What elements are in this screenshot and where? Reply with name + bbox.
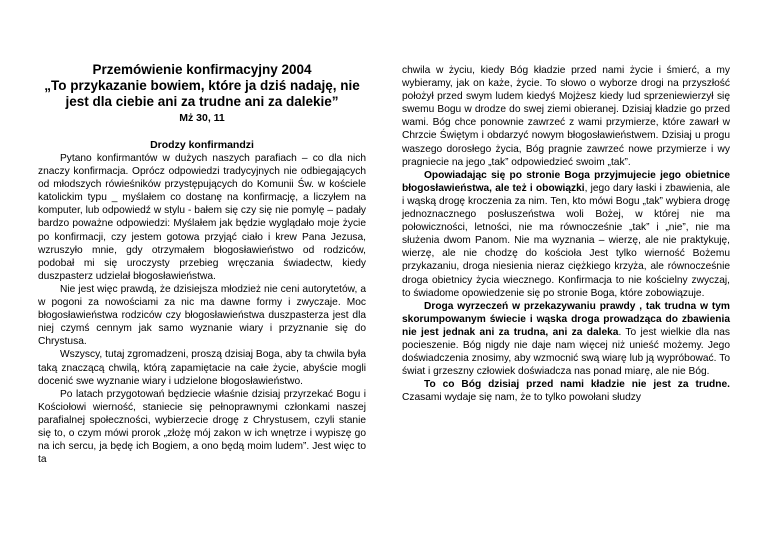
paragraph [402,300,730,379]
paragraph-text: . To jest wielkie dla nas pocieszenie. Bóg nigdy nie daje nam więcej niż unieść możemy. Jego doświadczenia znosimy, aby wzmocnić swą wiarę lub ją wypróbować. To świat i grzeszny człowiek doświadcza nas ponad miarę, ale nie Bóg. [402,326,730,378]
title-line: Przemówienie konfirmacyjny 2004 [92,62,312,77]
right-column [402,64,730,404]
paragraph-text: Czasami wydaje się nam, że to tylko powołani słudzy [402,392,641,404]
salutation: Drodzy konfirmandzi [150,139,254,151]
bible-reference: Mż 30, 11 [179,112,225,124]
emphasis-text: To co Bóg dzisiaj przed nami kładzie nie jest za trudne. [424,379,730,391]
paragraph-text: , jego dary łaski i zbawienia, ale i wąską drogę kroczenia za nim. Ten, kto mówi Bogu „tak” wybiera drogę jednoznacznego posłuszeństwa woli Bożej, w której nie ma połowiczności, letności, nie ma równocześnie „tak” i „nie”, nie ma służenia dwom Panom. Nie ma wyznania – wierzę, ale nie praktykuję, wierzę, ale nie chodzę do kościoła Jest tylko wierność Bożemu przykazaniu, droga niesienia nieraz ciężkiego krzyża, ale równocześnie droga obietnicy życia wiecznego. Konfirmacja to nie kościelny zwyczaj, to świadome opowiedzenie się po stronie Boga, które zobowiązuje. [402,182,730,299]
title-line: jest dla ciebie ani za trudne ani za dalekie” [65,94,339,109]
title-line: „To przykazanie bowiem, które ja dziś nadaję, nie [44,78,360,93]
paragraph: Po latach przygotowań będziecie właśnie dzisiaj przyrzekać Bogu i Kościołowi wierność, staniecie się pełnoprawnymi członkami naszej parafialnej społeczności, wybierzecie drogę z Chrystusem, czyli stanie się to, o czym mówi prorok „złożę mój zakon w ich wnętrze i wypiszę go na ich sercu, ja będę ich Bogiem, a ono będą moim ludem”. Jest więc to ta [38,388,366,466]
paragraph: Pytano konfirmantów w dużych naszych parafiach – co dla nich znaczy konfirmacja. Oprócz odpowiedzi tradycyjnych nie odbiegających od młodszych rówieśników przystępujących do Komunii Św. w kościele katolickim typu _ myślałem co dostanę na konfirmację, a liczyłem na komputer, lub odpowiedź w stylu - bałem się czy się nie pomylę – padały bardzo poważne odpowiedzi: Myślałem jak będzie wyglądało moje życie po konfirmacji, czy jestem gotowa przyjąć ciało i krew Pana Jezusa, wzruszyło mnie, gdy otrzymałem błogosławieństwo od rodziców, podobał mi się uroczysty przebieg wręczania świadectw, kiedy duszpasterz udzielał błogosławieństwa. [38,153,366,282]
paragraph: Wszyscy, tutaj zgromadzeni, proszą dzisiaj Boga, aby ta chwila była taką znaczącą chwilą, którą zapamiętacie na całe życie, abyście mogli docenić swe wyznanie wiary i udzielone błogosławieństwo. [38,349,366,387]
emphasis-text: Droga wyrzeczeń w przekazywaniu prawdy , tak trudna w tym skorumpowanym świecie i wąska droga prowadząca do zbawienia nie jest jednak ani za trudna, ani za daleka [402,300,730,338]
paragraph [402,378,730,404]
paragraph [402,169,730,300]
paragraph: chwila w życiu, kiedy Bóg kładzie przed nami życie i śmierć, a my wybieramy, jak on każe, życie. To słowo o wyborze drogi na przyszłość położył przed swym ludem kiedyś Mojżesz kiedy lud sprzeniewierzył się swemu Bogu w drodze do swej ziemi obieranej. Dzisiaj kładzie go przed wami. Bóg chce ponownie zawrzeć z wami przymierze, które zawarł w Chrzcie Świętym i obdarzyć nowym błogosławieństwem. Dzisiaj u progu waszego dorosłego życia, Bóg pragnie zawrzeć nowe przymierze i wy pragniecie na jego „tak” odpowiedzieć swoim „tak”. [402,65,730,168]
left-column [38,0,366,466]
emphasis-text: Opowiadając się po stronie Boga przyjmujecie jego obietnice błogosławieństwa, ale też i obowiązki [402,169,730,194]
paragraph: Nie jest więc prawdą, że dzisiejsza młodzież nie ceni autorytetów, a w pogoni za nowościami za nic ma dawne formy i zwyczaje. Moc błogosławieństwa rodziców czy błogosławieństwa duszpasterza jest dla niej czymś cennym jak samo wyznanie wiary i przyznanie się do Chrystusa. [38,283,366,348]
sermon-title [38,62,366,110]
